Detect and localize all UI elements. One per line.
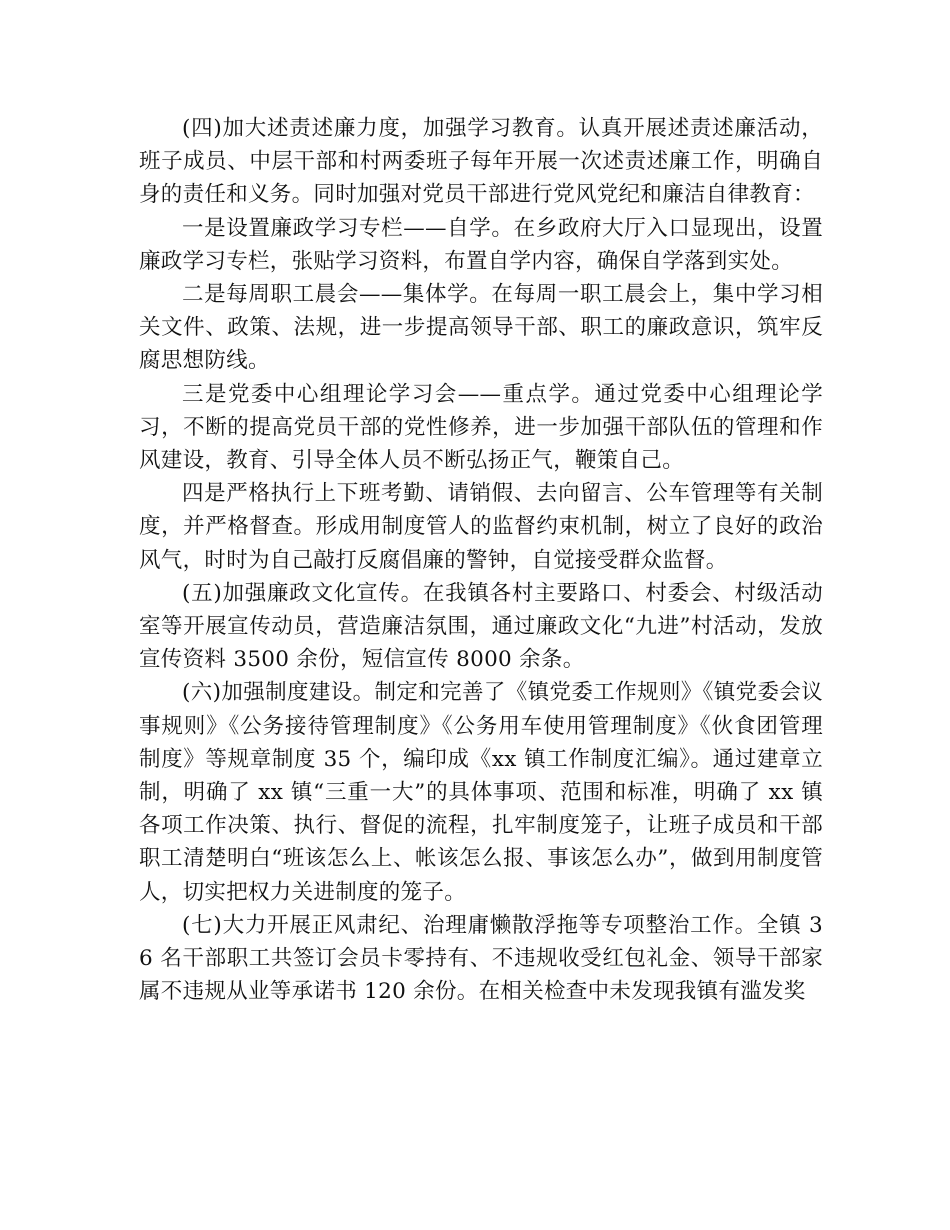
paragraph-item-4: (四)加大述责述廉力度，加强学习教育。认真开展述责述廉活动，班子成员、中层干部和村两委班子每年开展一次述责述廉工作，明确自身的责任和义务。同时加强对党员干部进行党风党纪和廉洁自律教育： (139, 116, 823, 208)
paragraph-study-column: 一是设置廉政学习专栏——自学。在乡政府大厅入口显现出，设置廉政学习专栏，张贴学习资料，布置自学内容，确保自学落到实处。 (139, 215, 823, 274)
paragraph-theory-study: 三是党委中心组理论学习会——重点学。通过党委中心组理论学习，不断的提高党员干部的党性修养，进一步加强干部队伍的管理和作风建设，教育、引导全体人员不断弘扬正气，鞭策自己。 (139, 381, 823, 474)
document-body (139, 112, 823, 1008)
paragraph-item-5: (五)加强廉政文化宣传。在我镇各村主要路口、村委会、村级活动室等开展宣传动员，营造廉洁氛围，通过廉政文化“九进”村活动，发放宣传资料 3500 余份，短信宣传 8000 余条。 (139, 580, 823, 673)
paragraph-item-7: (七)大力开展正风肃纪、治理庸懒散浮拖等专项整治工作。全镇 36 名干部职工共签订会员卡零持有、不违规收受红包礼金、领导干部家属不违规从业等承诺书 120 余份。在相关检查中未发现我镇有滥发奖 (139, 912, 823, 1005)
paragraph-morning-meeting: 二是每周职工晨会——集体学。在每周一职工晨会上，集中学习相关文件、政策、法规，进一步提高领导干部、职工的廉政意识，筑牢反腐思想防线。 (139, 282, 823, 374)
paragraph-item-6: (六)加强制度建设。制定和完善了《镇党委工作规则》《镇党委会议事规则》《公务接待管理制度》《公务用车使用管理制度》《伙食团管理制度》等规章制度 35 个，编印成《xx 镇工作制度汇编》。通过建章立制，明确了 xx 镇“三重一大”的具体事项、范围和标准，明确了 xx 镇各项工作决策、执行、督促的流程，扎牢制度笼子，让班子成员和干部职工清楚明白“班该怎么上、帐该怎么报、事该怎么办”，做到用制度管人，切实把权力关进制度的笼子。 (139, 680, 823, 905)
paragraph-attendance: 四是严格执行上下班考勤、请销假、去向留言、公车管理等有关制度，并严格督查。形成用制度管人的监督约束机制，树立了良好的政治风气，时时为自己敲打反腐倡廉的警钟，自觉接受群众监督。 (139, 481, 823, 573)
